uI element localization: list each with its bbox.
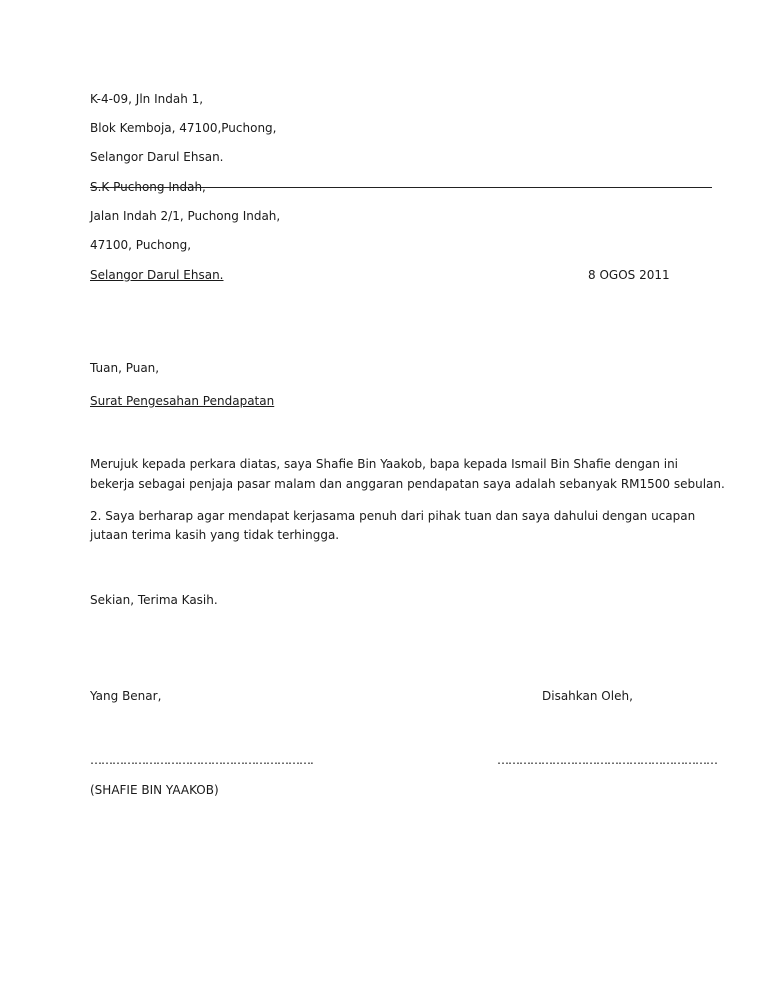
signoff-right: Disahkan Oleh,: [542, 689, 633, 703]
sender-address-line-3: Selangor Darul Ehsan.: [90, 150, 224, 164]
body-paragraph-1-line-1: Merujuk kepada perkara diatas, saya Shafie Bin Yaakob, bapa kepada Ismail Bin Shafie dengan ini: [90, 457, 679, 471]
salutation: Tuan, Puan,: [90, 361, 160, 375]
body-paragraph-2-line-2: jutaan terima kasih yang tidak terhingga.: [90, 528, 340, 542]
sender-address-line-1: K-4-09, Jln Indah 1,: [90, 92, 204, 106]
recipient-address-line-4: Selangor Darul Ehsan.: [90, 268, 224, 282]
signature-line-right: ……………………………………………………: [497, 753, 717, 767]
body-paragraph-2-line-1: 2. Saya berharap agar mendapat kerjasama penuh dari pihak tuan dan saya dahului dengan ucapan: [90, 509, 696, 523]
signatory-name: (SHAFIE BIN YAAKOB): [90, 783, 219, 797]
closing-text: Sekian, Terima Kasih.: [90, 593, 218, 607]
recipient-address-line-3: 47100, Puchong,: [90, 238, 192, 252]
body-paragraph-1-line-2: bekerja sebagai penjaja pasar malam dan anggaran pendapatan saya adalah sebanyak RM1500 sebulan.: [90, 477, 725, 491]
signoff-left: Yang Benar,: [90, 689, 162, 703]
sender-address-line-2: Blok Kemboja, 47100,Puchong,: [90, 121, 277, 135]
subject-line: Surat Pengesahan Pendapatan: [90, 394, 275, 408]
letter-date: 8 OGOS 2011: [588, 268, 670, 282]
recipient-address-line-2: Jalan Indah 2/1, Puchong Indah,: [90, 209, 281, 223]
signature-line-left: …………………………………………………….: [90, 753, 313, 767]
divider-rule: [90, 187, 712, 188]
recipient-address-line-1: S.K Puchong Indah,: [90, 180, 206, 194]
